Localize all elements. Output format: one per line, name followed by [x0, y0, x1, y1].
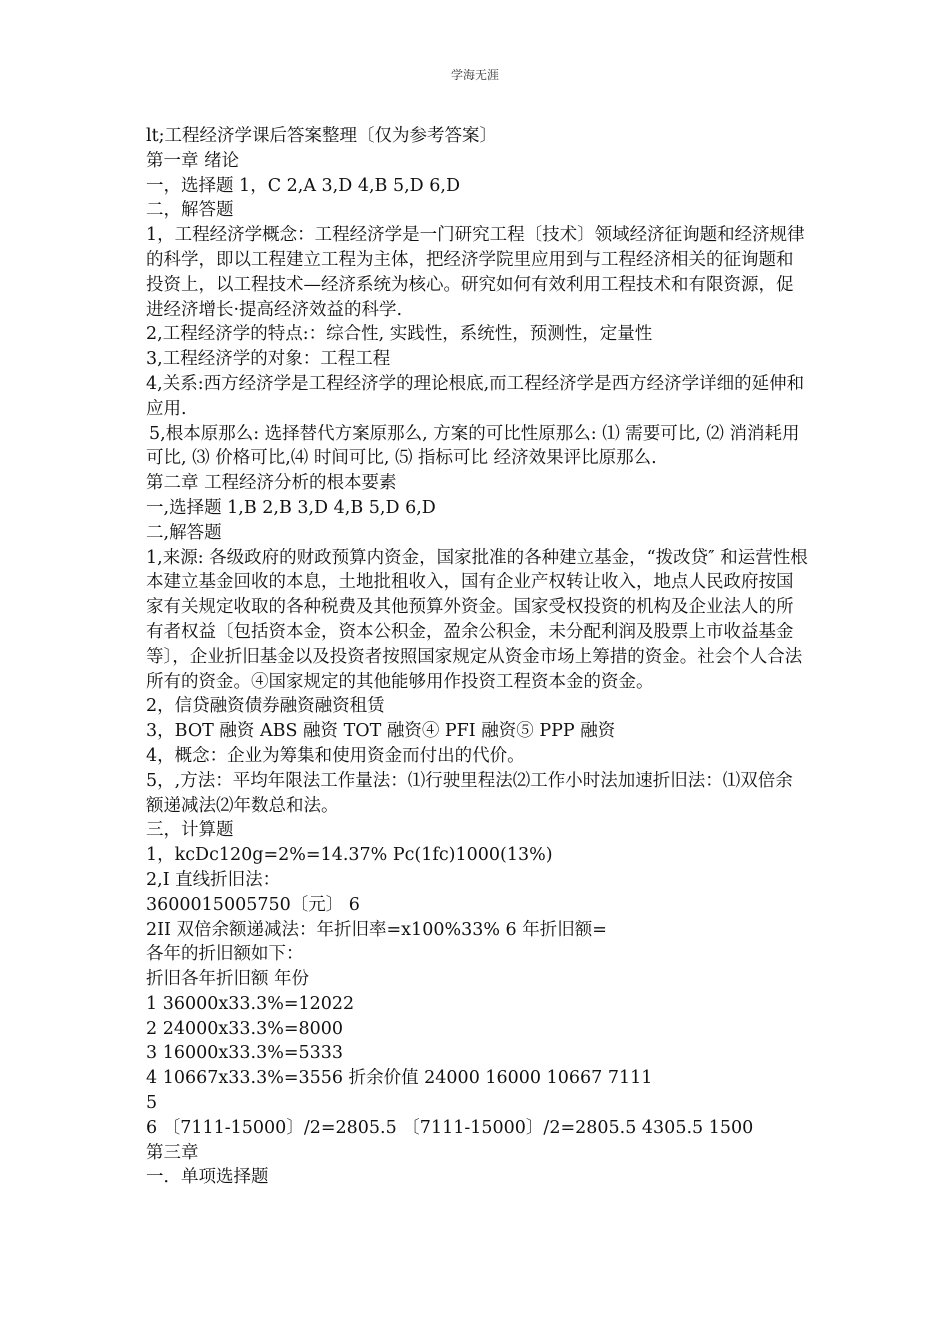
text-line: 3 16000x33.3%=5333: [146, 1043, 344, 1064]
text-line: 4 10667x33.3%=3556 折余价值 24000 16000 10667 7111: [146, 1068, 653, 1089]
text-line: 4，概念：企业为筹集和使用资金而付出的代价。: [146, 745, 525, 766]
chapter-1-heading: 第一章 绪论: [146, 150, 240, 171]
text-paragraph: 5,根本原那么: 选择替代方案原那么, 方案的可比性原那么: ⑴ 需要可比, ⑵ 消消耗用可比, ⑶ 价格可比,⑷ 时间可比, ⑸ 指标可比 经济效果评比原那么.: [146, 423, 800, 469]
text-line: 2 24000x33.3%=8000: [146, 1018, 344, 1039]
section-heading: 二,解答题: [146, 522, 222, 543]
section-heading: 三，计算题: [146, 820, 234, 841]
text-line: 1，kcDc120g=2%=14.37% Pc(1fc)1000(13%): [146, 845, 553, 866]
text-line: 3,工程经济学的对象：工程工程: [146, 349, 391, 370]
text-paragraph: 1,来源: 各级政府的财政预算内资金，国家批准的各种建立基金，“拨改贷″ 和运营性根本建立基金回收的本息，土地批租收入，国有企业产权转让收入，地点人民政府按国家有关规定收取的各种税费及其他预算外资金。国家受权投资的机构及企业法人的所有者权益〔包括资本金，资本公积金，盈余公积金，未分配利润及股票上市收益基金等〕，企业折旧基金以及投资者按照国家规定从资金市场上筹措的资金。社会个人合法所有的资金。④国家规定的其他能够用作投资工程资本金的资金。: [146, 547, 808, 692]
section-heading: 二，解答题: [146, 200, 234, 221]
page-header: 学海无涯: [450, 68, 499, 82]
text-line: 2II 双倍余额递减法：年折旧率=x100%33% 6 年折旧额=: [146, 919, 607, 940]
text-line: 3600015005750〔元〕 6: [146, 894, 360, 915]
text-line: 5: [146, 1093, 158, 1114]
chapter-3-heading: 第三章: [146, 1142, 199, 1163]
text-line: 一,选择题 1,B 2,B 3,D 4,B 5,D 6,D: [146, 497, 436, 518]
text-line: 2，信贷融资债券融资融资租赁: [146, 696, 385, 717]
text-line: 各年的折旧额如下：: [146, 944, 304, 965]
text-paragraph: 4,关系:西方经济学是工程经济学的理论根底,而工程经济学是西方经济学详细的延伸和应用.: [146, 373, 805, 419]
section-heading: 一．单项选择题: [146, 1167, 269, 1188]
text-line: 一，选择题 1，C 2,A 3,D 4,B 5,D 6,D: [146, 175, 460, 196]
text-line: 折旧各年折旧额 年份: [146, 969, 310, 990]
text-line: 2,工程经济学的特点:：综合性, 实践性，系统性，预测性，定量性: [146, 324, 653, 345]
chapter-2-heading: 第二章 工程经济分析的根本要素: [146, 473, 397, 494]
doc-title: lt;工程经济学课后答案整理〔仅为参考答案〕: [146, 126, 498, 146]
text-paragraph: 5，,方法：平均年限法工作量法：⑴行驶里程法⑵工作小时法加速折旧法：⑴双倍余额递减法⑵年数总和法。: [146, 770, 793, 816]
document-body: [146, 124, 810, 1190]
text-line: 1 36000x33.3%=12022: [146, 993, 355, 1014]
text-line: 6 〔7111-15000〕/2=2805.5 〔7111-15000〕/2=2805.5 4305.5 1500: [146, 1117, 754, 1138]
text-line: 2,I 直线折旧法：: [146, 869, 281, 890]
text-paragraph: 1，工程经济学概念：工程经济学是一门研究工程〔技术〕领域经济征询题和经济规律的科学，即以工程建立工程为主体，把经济学院里应用到与工程经济相关的征询题和投资上，以工程技术—经济系统为核心。研究如何有效利用工程技术和有限资源，促进经济增长·提高经济效益的科学.: [146, 225, 805, 320]
text-line: 3，BOT 融资 ABS 融资 TOT 融资④ PFI 融资⑤ PPP 融资: [146, 721, 616, 742]
